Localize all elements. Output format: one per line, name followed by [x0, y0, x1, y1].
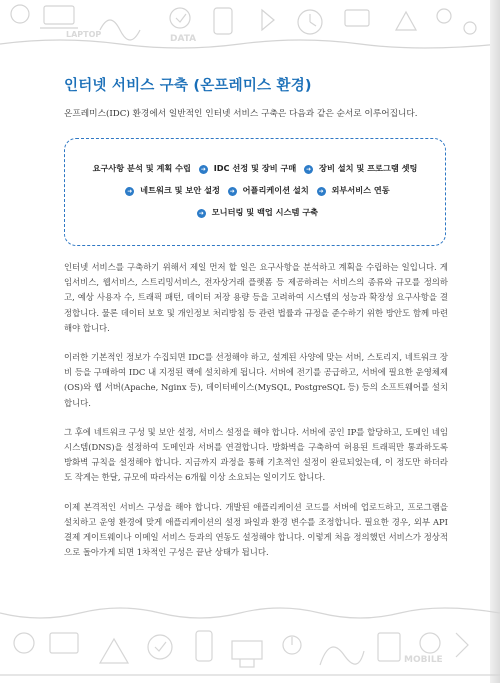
paragraph: 이러한 기본적인 정보가 수집되면 IDC를 선정해야 하고, 설계된 사양에 맞는 서버, 스토리지, 네트워크 장비 등을 구매하여 IDC 내 지정된 랙에 설치하게 됩니다. 서버에 전기를 공급하고, 서버에 필요한 운영체제(OS)와 웹 서버(Apache, Nginx 등), 데이터베이스(MySQL, PostgreSQL 등) 등의 소프트웨어를 설치합니다. [64, 352, 448, 408]
flow-step: 네트워크 및 보안 설정 [140, 185, 220, 195]
circled-chevron-right-icon: ➜ [198, 210, 204, 217]
flow-line-3 [65, 201, 445, 223]
circled-chevron-right-icon: ➜ [200, 166, 206, 173]
circled-chevron-right-icon: ➜ [229, 188, 235, 195]
doodle-word-mobile: MOBILE [404, 655, 443, 665]
circled-chevron-right-icon: ➜ [306, 166, 312, 173]
paragraph: 이제 본격적인 서비스 구성을 해야 합니다. 개발된 애플리케이션 코드를 서버에 업로드하고, 프로그램을 설치하고 운영 환경에 맞게 애플리케이션의 설정 파일과 환경 변수를 조정합니다. 필요한 경우, 외부 API 결제 게이트웨이나 이메일 서비스 등과의 연동도 설정해야 합니다. 이렇게 처음 정의했던 서비스가 정상적으로 돌아가게 되면 1차적인 구성은 끝난 상태가 됩니다. [64, 501, 448, 558]
circled-chevron-right-icon: ➜ [318, 188, 324, 195]
flow-line-1 [65, 157, 445, 179]
doodle-word-laptop: LAPTOP [66, 30, 102, 39]
flow-step: 모니터링 및 백업 시스템 구축 [211, 207, 319, 217]
flow-step: 어플리케이션 설치 [242, 185, 309, 195]
page-edge-shadow [490, 0, 500, 683]
flow-step: 요구사항 분석 및 계획 수립 [92, 163, 191, 173]
section-intro: 온프레미스(IDC) 환경에서 일반적인 인터넷 서비스 구축은 다음과 같은 순서로 이루어집니다. [64, 109, 418, 119]
circled-chevron-right-icon: ➜ [127, 188, 133, 195]
paragraph: 인터넷 서비스를 구축하기 위해서 제일 먼저 할 일은 요구사항을 분석하고 계획을 수립하는 일입니다. 게임서비스, 웹서비스, 스트리밍서비스, 전자상거래 플랫폼 등 제공하려는 서비스의 종류와 규모를 정의하고, 예상 사용자 수, 트래픽 패턴, 데이터 저장 용량 등을 고려하여 시스템의 성능과 확장성 요구사항을 결정합니다. 물론 데이터 보호 및 개인정보 처리방침 등 관련 법률과 규정을 준수하기 위한 방안도 함께 마련해야 합니다. [64, 262, 448, 333]
flow-step: 장비 설치 및 프로그램 셋팅 [319, 163, 418, 173]
flow-step: 외부서비스 연동 [331, 185, 390, 195]
body-text [64, 260, 448, 560]
document-content [64, 74, 448, 574]
doodle-word-data: DATA [170, 34, 197, 44]
paragraph: 그 후에 네트워크 구성 및 보안 설정, 서비스 설정을 해야 합니다. 서버에 공인 IP를 할당하고, 도메인 네임 시스템(DNS)을 설정하여 도메인과 서버를 연결합니다. 방화벽을 구축하여 허용된 트래픽만 통과하도록 방화벽 규칙을 설정해야 합니다. 지금까지 과정을 통해 기초적인 설정이 완료되었는데, 이 정도만 하더라도 작게는 한달, 규모에 따라서는 6개월 이상 소요되는 일이기도 합니다. [64, 426, 448, 483]
top-doodle-decoration [0, 0, 500, 52]
bottom-doodle-decoration [0, 603, 500, 683]
flow-line-2 [65, 179, 445, 201]
process-flow-box [64, 138, 446, 246]
flow-step: IDC 선정 및 장비 구매 [213, 163, 297, 173]
section-title: 인터넷 서비스 구축 (온프레미스 환경) [64, 78, 312, 94]
